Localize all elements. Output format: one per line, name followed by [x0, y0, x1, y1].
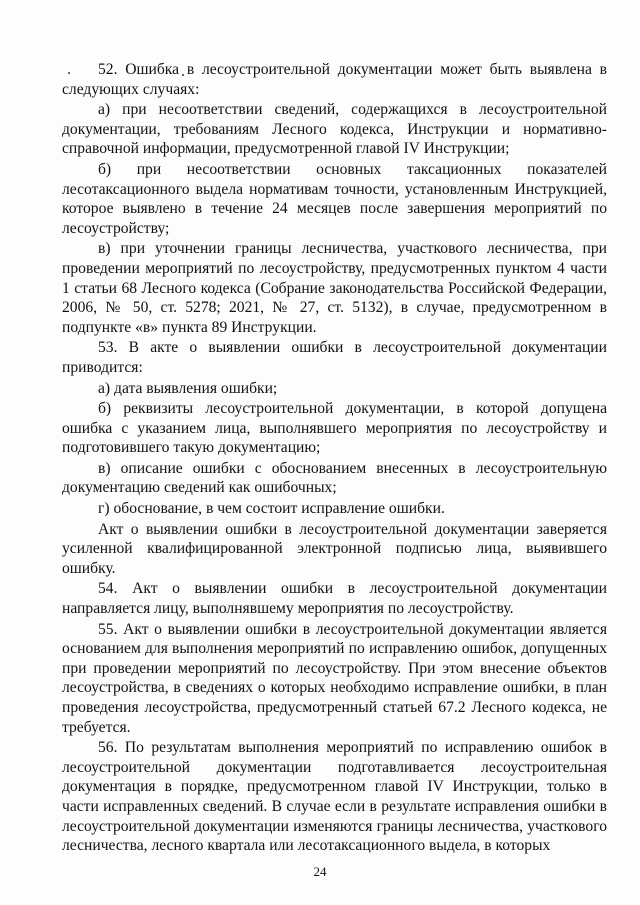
- paragraph-act-signature: Акт о выявлении ошибки в лесоустроительной документации заверяется усиленной квалифицированной электронной подписью лица, выявившего ошибку.: [62, 520, 607, 577]
- paragraph-52-v: в) при уточнении границы лесничества, участкового лесничества, при проведении мероприятий по лесоустройству, предусмотренных пунктом 4 части 1 статьи 68 Лесного кодекса (Собрание законодательства Российской Федерации, 2006, № 50, ст. 5278; 2021, № 27, ст. 5132), в случае, предусмотренном в подпункте «в» пункта 89 Инструкции.: [62, 240, 607, 336]
- paragraph-53-g: г) обоснование, в чем состоит исправление ошибки.: [98, 500, 445, 518]
- page-number: 24: [313, 864, 327, 879]
- paragraph-54: 54. Акт о выявлении ошибки в лесоустроительной документации направляется лицу, выполнявшему мероприятия по лесоустройству.: [62, 580, 607, 618]
- document-body: [62, 60, 607, 856]
- paragraph-52-a: а) при несоответствии сведений, содержащихся в лесоустроительной документации, требованиям Лесного кодекса, Инструкции и нормативно-справочной информации, предусмотренной главой IV Инструкции;: [62, 101, 607, 158]
- paragraph-52-b: б) при несоответствии основных таксационных показателей лесотаксационного выдела нормативам точности, установленным Инструкцией, которое выявлено в течение 24 месяцев после завершения мероприятий по лесоустройству;: [62, 160, 607, 237]
- paragraph-53-a: а) дата выявления ошибки;: [98, 379, 278, 397]
- paragraph-55: 55. Акт о выявлении ошибки в лесоустроительной документации является основанием для выполнения мероприятий по исправлению ошибок, допущенных при проведении мероприятий по лесоустройству. При этом внесение объектов лесоустройства, в сведениях о которых необходимо исправление ошибки, в план проведения лесоустройства, предусмотренный статьей 67.2 Лесного кодекса, не требуется.: [62, 620, 607, 736]
- paragraph-52: 52. Ошибка в лесоустроительной документации может быть выявлена в следующих случаях:: [62, 61, 607, 98]
- paragraph-56: 56. По результатам выполнения мероприятий по исправлению ошибок в лесоустроительной документации подготавливается лесоустроительная документация в порядке, предусмотренном главой IV Инструкции, только в части исправленных сведений. В случае если в результате исправления ошибки в лесоустроительной документации изменяются границы лесничества, участкового лесничества, лесного квартала или лесотаксационного выдела, в которых: [62, 739, 607, 855]
- paragraph-53-v: в) описание ошибки с обоснованием внесенных в лесоустроительную документацию сведений как ошибочных;: [62, 459, 607, 497]
- paragraph-53: 53. В акте о выявлении ошибки в лесоустроительной документации приводится:: [62, 339, 607, 376]
- paragraph-53-b: б) реквизиты лесоустроительной документации, в которой допущена ошибка с указанием лица, выполнявшего мероприятия по лесоустройству и подготовившего такую документацию;: [62, 400, 607, 457]
